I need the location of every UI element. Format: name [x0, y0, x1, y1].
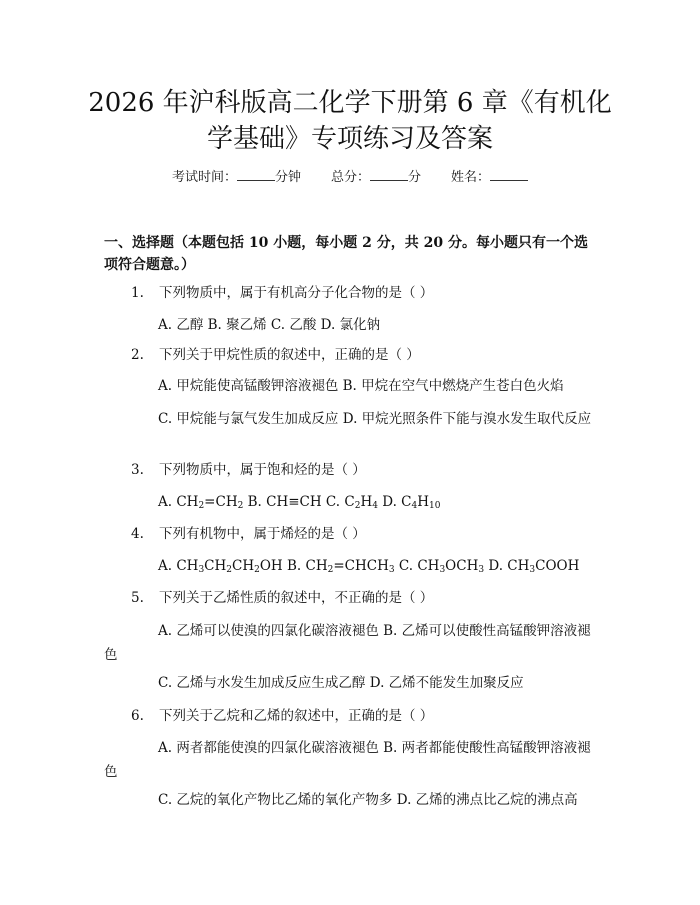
name-blank [490, 168, 528, 181]
question-stem: 下列有机物中，属于烯烃的是（ ） [159, 526, 366, 542]
question-4-options: A. $CH_3CH_2CH_2OH$ B. $CH_2=CHCH_3$ C. $CH_3OCH_3$ D. $CH_3COOH$ [158, 558, 580, 575]
question-stem: 下列关于甲烷性质的叙述中，正确的是（ ） [159, 347, 420, 363]
exam-time-blank [237, 168, 275, 181]
question-1 [131, 283, 433, 303]
name-label: 姓名： [451, 170, 491, 185]
exam-info [0, 168, 700, 188]
document-title-line-2: 学基础》专项练习及答案 [206, 124, 493, 154]
question-5-options-ab: A. 乙烯可以使溴的四氯化碳溶液褪色 B. 乙烯可以使酸性高锰酸钾溶液褪色 [104, 623, 591, 663]
question-number: 6. [131, 708, 144, 724]
question-2-options-ab: A. 甲烷能使高锰酸钾溶液褪色 B. 甲烷在空气中燃烧产生苍白色火焰 [158, 378, 564, 394]
score-label: 总分： [330, 170, 370, 185]
exam-time-label: 考试时间： [171, 170, 237, 185]
question-number: 5. [131, 590, 144, 606]
question-number: 4. [131, 526, 144, 542]
question-3 [131, 460, 366, 480]
exam-time-unit: 分钟 [274, 170, 301, 185]
question-4 [131, 524, 366, 544]
score-unit: 分 [408, 170, 422, 185]
question-6 [131, 706, 433, 726]
question-3-options: A. $CH_2=CH_2$ B. CH≡CH C. $C_2H_4$ D. $C_4H_{10}$ [158, 494, 441, 511]
question-5-options-cd: C. 乙烯与水发生加成反应生成乙醇 D. 乙烯不能发生加聚反应 [158, 675, 524, 691]
question-stem: 下列物质中，属于有机高分子化合物的是（ ） [159, 285, 434, 301]
question-2-options-cd: C. 甲烷能与氯气发生加成反应 D. 甲烷光照条件下能与溴水发生取代反应 [158, 411, 592, 427]
document-title-line-1: 2026 年沪科版高二化学下册第 6 章《有机化 [88, 88, 612, 118]
question-6-options-cd: C. 乙烷的氧化产物比乙烯的氧化产物多 D. 乙烯的沸点比乙烷的沸点高 [158, 792, 578, 808]
section-heading: 一、选择题（本题包括 10 小题，每小题 2 分，共 20 分。每小题只有一个选项符合题意。） [104, 235, 588, 273]
score-blank [370, 168, 408, 181]
question-5 [131, 588, 433, 608]
question-number: 3. [131, 462, 144, 478]
question-1-options: A. 乙醇 B. 聚乙烯 C. 乙酸 D. 氯化钠 [158, 317, 381, 333]
question-stem: 下列关于乙烯性质的叙述中，不正确的是（ ） [159, 590, 434, 606]
question-number: 2. [131, 347, 144, 363]
question-6-options-ab: A. 两者都能使溴的四氯化碳溶液褪色 B. 两者都能使酸性高锰酸钾溶液褪色 [104, 740, 591, 780]
question-number: 1. [131, 285, 144, 301]
question-2 [131, 345, 420, 365]
question-stem: 下列关于乙烷和乙烯的叙述中，正确的是（ ） [159, 708, 434, 724]
question-stem: 下列物质中，属于饱和烃的是（ ） [159, 462, 366, 478]
